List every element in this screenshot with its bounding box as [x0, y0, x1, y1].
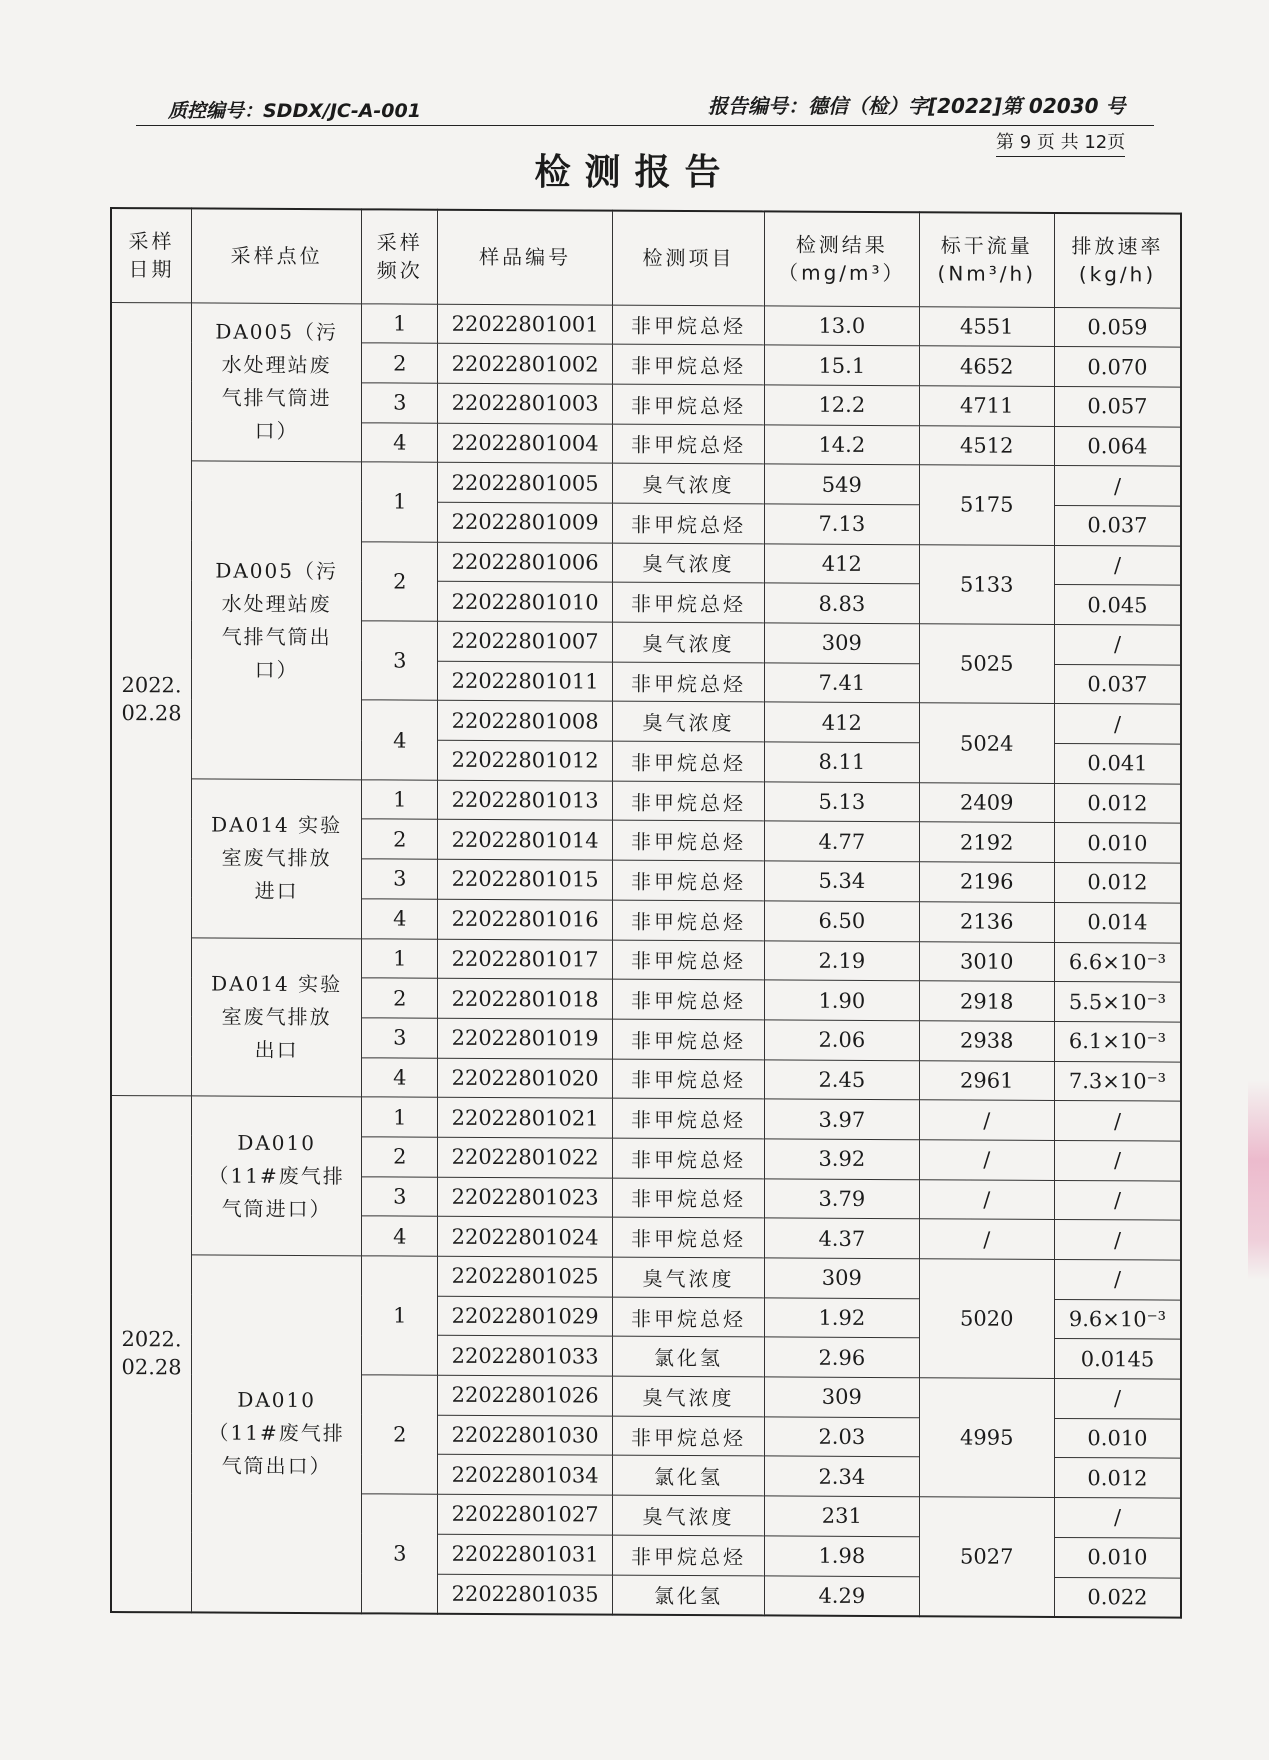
result: 12.2 [765, 385, 919, 425]
rate: 0.0145 [1054, 1339, 1181, 1379]
report-table [110, 207, 1182, 1618]
sampling-point: DA005（污 水处理站废 气排气筒进 口） [192, 302, 362, 462]
result: 2.19 [765, 940, 919, 980]
test-item: 非甲烷总烃 [612, 1019, 764, 1059]
result: 8.83 [765, 583, 919, 623]
sample-id: 22022801034 [438, 1455, 613, 1496]
freq-cell: 2 [362, 1137, 438, 1177]
result: 1.98 [765, 1536, 919, 1576]
test-item: 臭气浓度 [612, 1376, 764, 1416]
sample-id: 22022801009 [438, 502, 613, 543]
flow: 5024 [919, 703, 1054, 783]
flow: / [919, 1140, 1054, 1180]
flow: 2196 [919, 862, 1054, 902]
freq-cell: 4 [362, 1057, 438, 1097]
freq-cell: 2 [362, 819, 438, 859]
sampling-point: DA010 （11#废气排 气筒进口） [192, 1096, 362, 1256]
test-item: 非甲烷总烃 [612, 503, 764, 543]
test-item: 非甲烷总烃 [612, 821, 764, 861]
flow: / [919, 1179, 1054, 1219]
test-item: 氯化氢 [612, 1337, 764, 1377]
result: 14.2 [765, 424, 919, 464]
sample-id: 22022801015 [438, 859, 613, 900]
freq-cell: 3 [362, 859, 438, 899]
result: 2.45 [765, 1059, 919, 1099]
qc-code: 质控编号：SDDX/JC-A-001 [168, 100, 421, 122]
test-item: 非甲烷总烃 [612, 344, 764, 384]
result: 2.06 [765, 1020, 919, 1060]
col-result-header: 检测结果 （mg/m³） [765, 211, 919, 306]
test-item: 非甲烷总烃 [612, 424, 764, 464]
rate: 0.041 [1054, 744, 1181, 784]
result: 1.92 [765, 1298, 919, 1338]
result: 4.37 [765, 1218, 919, 1258]
col-rate-header: 排放速率 (kg/h) [1054, 213, 1181, 308]
test-item: 臭气浓度 [612, 622, 764, 662]
flow: 2918 [919, 981, 1054, 1021]
rate: / [1054, 1379, 1181, 1419]
test-item: 臭气浓度 [612, 1257, 764, 1297]
rate: 0.010 [1054, 823, 1181, 863]
freq-cell: 1 [362, 780, 438, 820]
rate: 6.6×10⁻³ [1054, 942, 1181, 982]
sample-id: 22022801002 [438, 343, 613, 384]
rate: 0.037 [1054, 664, 1181, 704]
freq-cell: 1 [362, 462, 438, 542]
test-item: 非甲烷总烃 [612, 741, 764, 781]
sampling-point: DA010 （11#废气排 气筒出口） [192, 1255, 362, 1613]
sample-id: 22022801024 [438, 1217, 613, 1258]
sample-id: 22022801001 [438, 304, 613, 345]
freq-cell: 3 [362, 383, 438, 423]
flow: 4551 [919, 306, 1054, 346]
flow: 5020 [919, 1259, 1054, 1379]
flow: 4652 [919, 346, 1054, 386]
test-item: 非甲烷总烃 [612, 1297, 764, 1337]
test-item: 非甲烷总烃 [612, 979, 764, 1019]
sample-id: 22022801021 [438, 1097, 613, 1138]
table-row [111, 302, 1181, 347]
sample-id: 22022801020 [438, 1058, 613, 1099]
sample-id: 22022801019 [438, 1018, 613, 1059]
test-item: 非甲烷总烃 [612, 1059, 764, 1099]
stamp-edge-mark [1248, 1080, 1269, 1280]
sample-id: 22022801012 [438, 740, 613, 781]
result: 2.34 [765, 1456, 919, 1496]
sample-id: 22022801016 [438, 899, 613, 940]
test-item: 非甲烷总烃 [612, 781, 764, 821]
test-item: 非甲烷总烃 [612, 1138, 764, 1178]
freq-cell: 3 [362, 621, 438, 701]
rate: / [1054, 1259, 1181, 1299]
sample-id: 22022801003 [438, 383, 613, 424]
table-row [111, 1255, 1181, 1300]
result: 3.97 [765, 1099, 919, 1139]
result: 1.90 [765, 980, 919, 1020]
result: 3.92 [765, 1139, 919, 1179]
result: 13.0 [765, 305, 919, 345]
sample-id: 22022801005 [438, 462, 613, 503]
result: 309 [765, 1377, 919, 1417]
freq-cell: 1 [362, 938, 438, 978]
sample-id: 22022801030 [438, 1415, 613, 1456]
rate: 5.5×10⁻³ [1054, 982, 1181, 1022]
test-item: 臭气浓度 [612, 702, 764, 742]
rate: / [1054, 1101, 1181, 1141]
sample-id: 22022801008 [438, 701, 613, 742]
sample-id: 22022801023 [438, 1177, 613, 1218]
result: 8.11 [765, 742, 919, 782]
rate: 0.010 [1054, 1418, 1181, 1458]
test-item: 非甲烷总烃 [612, 384, 764, 424]
table-row [111, 778, 1181, 823]
rate: / [1054, 624, 1181, 664]
header-rule [136, 125, 1154, 126]
flow: 4711 [919, 386, 1054, 426]
result: 412 [765, 702, 919, 742]
table-row [111, 1096, 1181, 1141]
result: 412 [765, 544, 919, 584]
col-point-header: 采样点位 [192, 208, 362, 303]
sample-id: 22022801033 [438, 1336, 613, 1377]
result: 309 [765, 1258, 919, 1298]
test-item: 非甲烷总烃 [612, 940, 764, 980]
rate: / [1054, 1180, 1181, 1220]
rate: 0.070 [1054, 347, 1181, 387]
col-date-header: 采样 日期 [111, 208, 192, 302]
freq-cell: 1 [362, 1256, 438, 1375]
result: 5.13 [765, 782, 919, 822]
test-item: 非甲烷总烃 [612, 1217, 764, 1257]
result: 309 [765, 623, 919, 663]
sample-id: 22022801035 [438, 1574, 613, 1615]
rate: / [1054, 1498, 1181, 1538]
freq-cell: 2 [362, 1375, 438, 1494]
sample-id: 22022801004 [438, 423, 613, 464]
rate: 9.6×10⁻³ [1054, 1299, 1181, 1339]
result: 6.50 [765, 901, 919, 941]
freq-cell: 1 [362, 303, 438, 343]
sampling-point: DA014 实验 室废气排放 出口 [192, 937, 362, 1097]
flow: 3010 [919, 941, 1054, 981]
freq-cell: 4 [362, 899, 438, 939]
freq-cell: 4 [362, 422, 438, 462]
col-sample-header: 样品编号 [438, 210, 613, 305]
flow: 4512 [919, 425, 1054, 465]
flow: 2938 [919, 1021, 1054, 1061]
sample-id: 22022801031 [438, 1534, 613, 1575]
rate: 0.045 [1054, 585, 1181, 625]
test-item: 非甲烷总烃 [612, 305, 764, 345]
flow: / [919, 1100, 1054, 1140]
table-row [111, 937, 1181, 982]
result: 3.79 [765, 1179, 919, 1219]
sample-id: 22022801010 [438, 582, 613, 623]
rate: 7.3×10⁻³ [1054, 1061, 1181, 1101]
freq-cell: 3 [362, 1018, 438, 1058]
test-item: 氯化氢 [612, 1456, 764, 1496]
col-flow-header: 标干流量 (Nm³/h) [919, 212, 1054, 307]
flow: 5133 [919, 544, 1054, 624]
flow: 2136 [919, 902, 1054, 942]
result: 2.96 [765, 1337, 919, 1377]
test-item: 非甲烷总烃 [612, 1416, 764, 1456]
freq-cell: 2 [362, 343, 438, 383]
rate: / [1054, 1140, 1181, 1180]
test-item: 非甲烷总烃 [612, 582, 764, 622]
test-item: 非甲烷总烃 [612, 1535, 764, 1575]
header-row [111, 208, 1181, 308]
sample-id: 22022801011 [438, 661, 613, 702]
test-item: 臭气浓度 [612, 463, 764, 503]
freq-cell: 1 [362, 1097, 438, 1137]
flow: 2409 [919, 782, 1054, 822]
flow: 5175 [919, 465, 1054, 545]
col-item-header: 检测项目 [612, 211, 764, 306]
table-row [111, 461, 1181, 506]
rate: 0.022 [1054, 1577, 1181, 1617]
report-code: 报告编号：德信（检）字[2022]第 02030 号 [708, 94, 1126, 118]
sample-id: 22022801027 [438, 1494, 613, 1535]
test-item: 非甲烷总烃 [612, 900, 764, 940]
rate: 6.1×10⁻³ [1054, 1021, 1181, 1061]
test-item: 非甲烷总烃 [612, 860, 764, 900]
freq-cell: 3 [362, 1176, 438, 1216]
test-item: 非甲烷总烃 [612, 1098, 764, 1138]
sample-id: 22022801007 [438, 621, 613, 662]
result: 5.34 [765, 861, 919, 901]
rate: 0.012 [1054, 863, 1181, 903]
freq-cell: 2 [362, 541, 438, 621]
flow: 2192 [919, 822, 1054, 862]
rate: 0.010 [1054, 1537, 1181, 1577]
result: 7.13 [765, 504, 919, 544]
flow: 2961 [919, 1060, 1054, 1100]
flow: / [919, 1219, 1054, 1259]
test-item: 臭气浓度 [612, 543, 764, 583]
test-item: 臭气浓度 [612, 1495, 764, 1535]
rate: / [1054, 704, 1181, 744]
sample-id: 22022801029 [438, 1296, 613, 1337]
sample-id: 22022801026 [438, 1375, 613, 1416]
result: 7.41 [765, 663, 919, 703]
page-info: 第 9 页 共 12页 [996, 128, 1125, 157]
result: 15.1 [765, 345, 919, 385]
rate: 0.064 [1054, 426, 1181, 466]
rate: 0.059 [1054, 307, 1181, 347]
sample-date-2: 2022. 02.28 [111, 1096, 192, 1612]
sample-id: 22022801006 [438, 542, 613, 583]
rate: / [1054, 466, 1181, 506]
sample-id: 22022801013 [438, 780, 613, 821]
sample-date-1: 2022. 02.28 [111, 302, 192, 1096]
flow: 5025 [919, 624, 1054, 704]
result: 231 [765, 1496, 919, 1536]
rate: / [1054, 1220, 1181, 1260]
sample-id: 22022801017 [438, 939, 613, 980]
sampling-point: DA014 实验 室废气排放 进口 [192, 779, 362, 939]
flow: 5027 [919, 1497, 1054, 1617]
col-freq-header: 采样 频次 [362, 209, 438, 303]
page-title: 检测报告 [534, 152, 735, 193]
sampling-point: DA005（污 水处理站废 气排气筒出 口） [192, 461, 362, 779]
freq-cell: 4 [362, 1216, 438, 1256]
flow: 4995 [919, 1378, 1054, 1498]
rate: 0.057 [1054, 386, 1181, 426]
result: 4.29 [765, 1575, 919, 1615]
sample-id: 22022801025 [438, 1256, 613, 1297]
sample-id: 22022801014 [438, 820, 613, 861]
freq-cell: 2 [362, 978, 438, 1018]
rate: 0.012 [1054, 1458, 1181, 1498]
test-item: 非甲烷总烃 [612, 1178, 764, 1218]
freq-cell: 4 [362, 700, 438, 780]
sample-id: 22022801018 [438, 978, 613, 1019]
result: 4.77 [765, 821, 919, 861]
rate: 0.037 [1054, 505, 1181, 545]
rate: / [1054, 545, 1181, 585]
freq-cell: 3 [362, 1494, 438, 1613]
rate: 0.014 [1054, 902, 1181, 942]
rate: 0.012 [1054, 783, 1181, 823]
result: 549 [765, 464, 919, 504]
test-item: 氯化氢 [612, 1575, 764, 1615]
test-item: 非甲烷总烃 [612, 662, 764, 702]
result: 2.03 [765, 1417, 919, 1457]
sample-id: 22022801022 [438, 1137, 613, 1178]
